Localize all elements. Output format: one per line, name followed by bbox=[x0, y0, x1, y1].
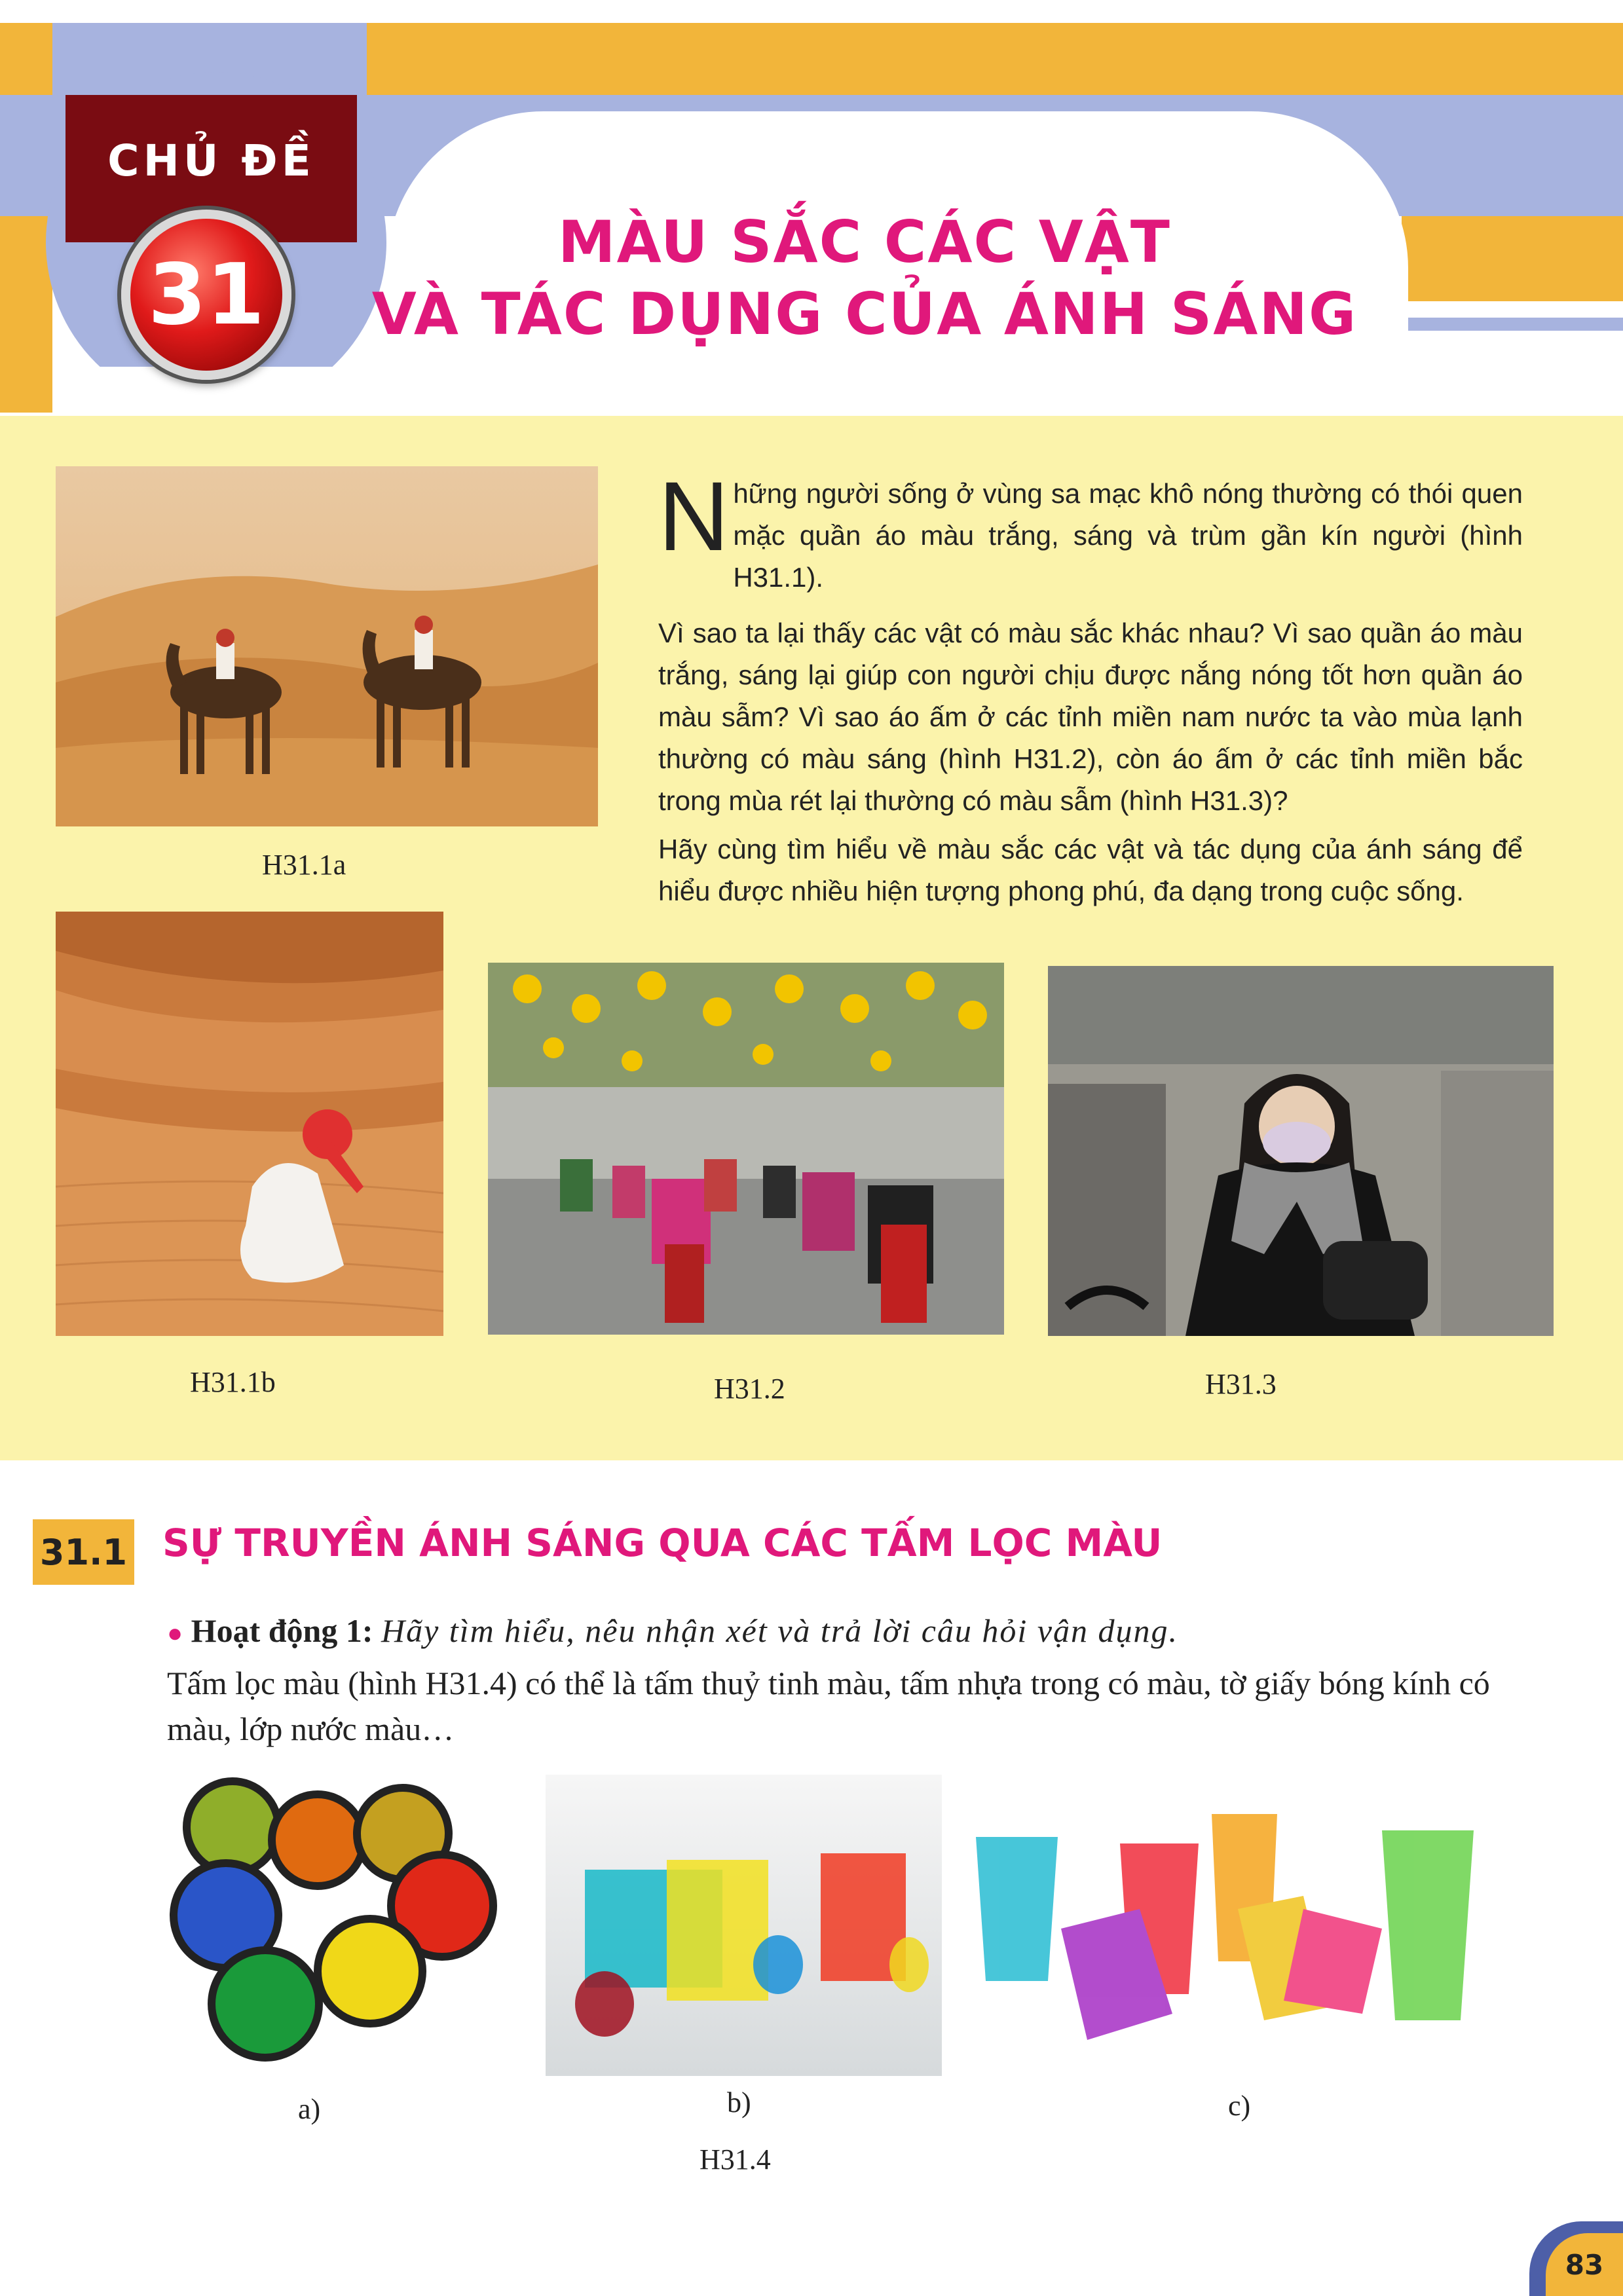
intro-paragraph-1 bbox=[658, 461, 1523, 599]
section-body-text: Tấm lọc màu (hình H31.4) có thể là tấm thuỷ tinh màu, tấm nhựa trong có màu, tờ giấy bóng kính có màu, lớp nước màu… bbox=[167, 1665, 1490, 1747]
desert-person-photo bbox=[56, 912, 443, 1336]
page-number: 83 bbox=[1546, 2233, 1623, 2296]
street-motorbikes-photo bbox=[488, 963, 1004, 1335]
woman-scarf-photo bbox=[1048, 966, 1554, 1336]
caption-c: c) bbox=[1228, 2090, 1251, 2122]
intro-paragraph-2: Vì sao ta lại thấy các vật có màu sắc khác nhau? Vì sao quần áo màu trắng, sáng lại giúp con người chịu được nắng nóng tốt hơn quần áo màu sẫm? Vì sao áo ấm ở các tỉnh miền nam nước ta vào mùa lạnh thường có màu sáng (hình H31.2), còn áo ấm ở các tỉnh miền bắc trong mùa rét lại thường có màu sẫm (hình H31.3)? bbox=[658, 618, 1523, 816]
caption-b: b) bbox=[727, 2086, 751, 2119]
acrylic-color-sheets-photo bbox=[546, 1775, 942, 2076]
activity-text: Hãy tìm hiểu, nêu nhận xét và trả lời câu hỏi vận dụng. bbox=[381, 1612, 1179, 1649]
header-blue-line-right bbox=[1402, 318, 1623, 331]
dropcap-letter: N bbox=[658, 461, 730, 571]
figure-caption-h31-4: H31.4 bbox=[700, 2143, 771, 2176]
page-title-line2: VÀ TÁC DỤNG CỦA ÁNH SÁNG bbox=[371, 280, 1358, 348]
activity-line bbox=[167, 1608, 1542, 1656]
colored-glasses-photo bbox=[963, 1798, 1526, 2076]
caption-a: a) bbox=[298, 2093, 321, 2125]
intro-paragraph-1-text: hững người sống ở vùng sa mạc khô nóng thường có thói quen mặc quần áo màu trắng, sáng và trùm gần kín người (hình H31.1). bbox=[733, 478, 1523, 593]
caption-h31-1b: H31.1b bbox=[190, 1366, 276, 1398]
intro-paragraph-3: Hãy cùng tìm hiểu về màu sắc các vật và tác dụng của ánh sáng để hiểu được nhiều hiện tượng phong phú, đa dạng trong cuộc sống. bbox=[658, 834, 1523, 906]
header-white-fill bbox=[52, 367, 1623, 416]
caption-h31-3: H31.3 bbox=[1205, 1368, 1277, 1400]
activity-label: Hoạt động 1: bbox=[191, 1612, 373, 1649]
section-title: SỰ TRUYỀN ÁNH SÁNG QUA CÁC TẤM LỌC MÀU bbox=[162, 1521, 1163, 1565]
caption-h31-2: H31.2 bbox=[714, 1373, 785, 1405]
round-color-filters-photo bbox=[167, 1775, 514, 2076]
desert-camels-photo bbox=[56, 466, 598, 826]
section-number: 31.1 bbox=[33, 1519, 134, 1585]
topic-label: CHỦ ĐỀ bbox=[65, 95, 357, 242]
bullet-icon: ● bbox=[167, 1618, 183, 1648]
page-title-line1: MÀU SẮC CÁC VẬT bbox=[558, 208, 1171, 276]
caption-h31-1a: H31.1a bbox=[262, 849, 346, 881]
header-orange-left bbox=[0, 216, 52, 413]
topic-number-badge: 31 bbox=[121, 210, 291, 380]
header-orange-right bbox=[1402, 216, 1623, 301]
